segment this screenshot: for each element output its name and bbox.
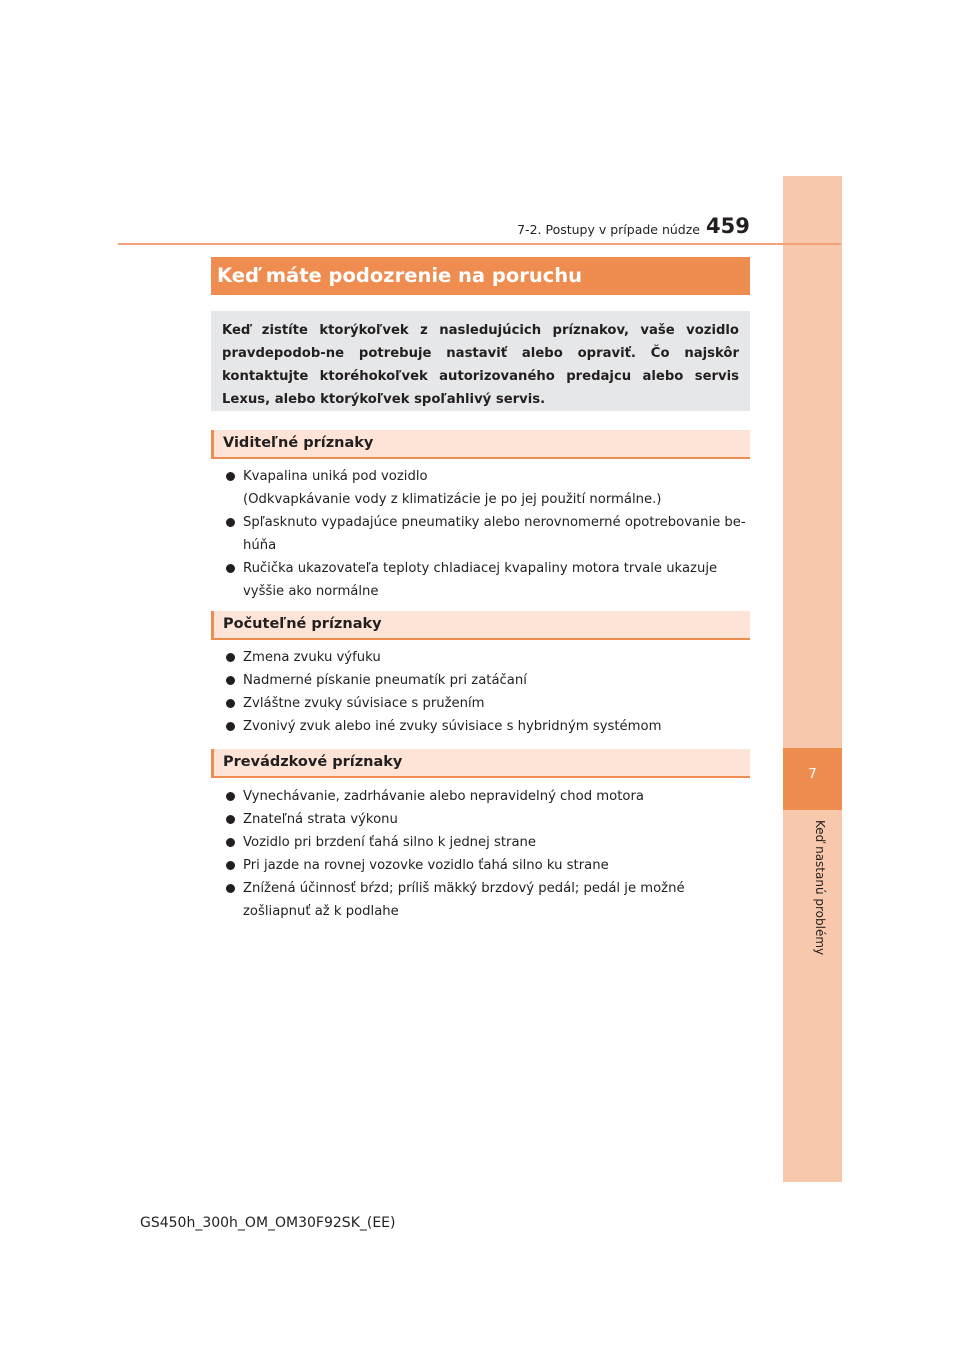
list-item: Ručička ukazovateľa teploty chladiacej kvapaliny motora trvale ukazuje vyššie ako normálne: [224, 557, 748, 603]
subheading-visible-symptoms: Viditeľné príznaky: [211, 430, 750, 459]
operational-symptoms-list: [224, 785, 748, 923]
bullet-icon: [226, 518, 235, 527]
bullet-icon: [226, 792, 235, 801]
list-item: Znížená účinnosť bŕzd; príliš mäkký brzdový pedál; pedál je možné zošliapnuť až k podlahe: [224, 877, 748, 923]
header-divider: [118, 243, 841, 245]
section-header: 7-2. Postupy v prípade núdze: [517, 222, 700, 237]
page-title: Keď máte podozrenie na poruchu: [211, 257, 750, 295]
list-item: Kvapalina uniká pod vozidlo (Odkvapkávanie vody z klimatizácie je po jej použití normálne.): [224, 465, 748, 511]
list-item: Spľasknuto vypadajúce pneumatiky alebo nerovnomerné opotrebovanie be-húňa: [224, 511, 748, 557]
list-item: Znateľná strata výkonu: [224, 808, 748, 831]
bullet-icon: [226, 722, 235, 731]
list-item: Zvonivý zvuk alebo iné zvuky súvisiace s hybridným systémom: [224, 715, 748, 738]
list-item: Zmena zvuku výfuku: [224, 646, 748, 669]
chapter-number-tab[interactable]: 7: [783, 748, 842, 810]
subheading-operational-symptoms: Prevádzkové príznaky: [211, 749, 750, 778]
list-item-note: (Odkvapkávanie vody z klimatizácie je po jej použití normálne.): [243, 492, 662, 507]
bullet-icon: [226, 861, 235, 870]
visible-symptoms-list: [224, 465, 748, 603]
list-item: Vynechávanie, zadrhávanie alebo nepravidelný chod motora: [224, 785, 748, 808]
bullet-icon: [226, 699, 235, 708]
bullet-icon: [226, 884, 235, 893]
list-item: Zvláštne zvuky súvisiace s pružením: [224, 692, 748, 715]
document-code-footer: GS450h_300h_OM_OM30F92SK_(EE): [140, 1215, 396, 1231]
bullet-icon: [226, 472, 235, 481]
chapter-side-strip: [783, 176, 842, 1182]
list-item: Vozidlo pri brzdení ťahá silno k jednej strane: [224, 831, 748, 854]
chapter-title-vertical: Keď nastanú problémy: [813, 820, 827, 956]
bullet-icon: [226, 815, 235, 824]
page-number: 459: [706, 214, 750, 238]
bullet-icon: [226, 564, 235, 573]
list-item: Nadmerné pískanie pneumatík pri zatáčaní: [224, 669, 748, 692]
bullet-icon: [226, 653, 235, 662]
subheading-audible-symptoms: Počuteľné príznaky: [211, 611, 750, 640]
audible-symptoms-list: [224, 646, 748, 738]
bullet-icon: [226, 838, 235, 847]
list-item: Pri jazde na rovnej vozovke vozidlo ťahá silno ku strane: [224, 854, 748, 877]
intro-box: Keď zistíte ktorýkoľvek z nasledujúcich príznakov, vaše vozidlo pravdepodob-ne potrebuje nastaviť alebo opraviť. Čo najskôr kontaktujte ktoréhokoľvek autorizovaného predajcu alebo servis Lexus, alebo ktorýkoľvek spoľahlivý servis.: [211, 311, 750, 411]
bullet-icon: [226, 676, 235, 685]
